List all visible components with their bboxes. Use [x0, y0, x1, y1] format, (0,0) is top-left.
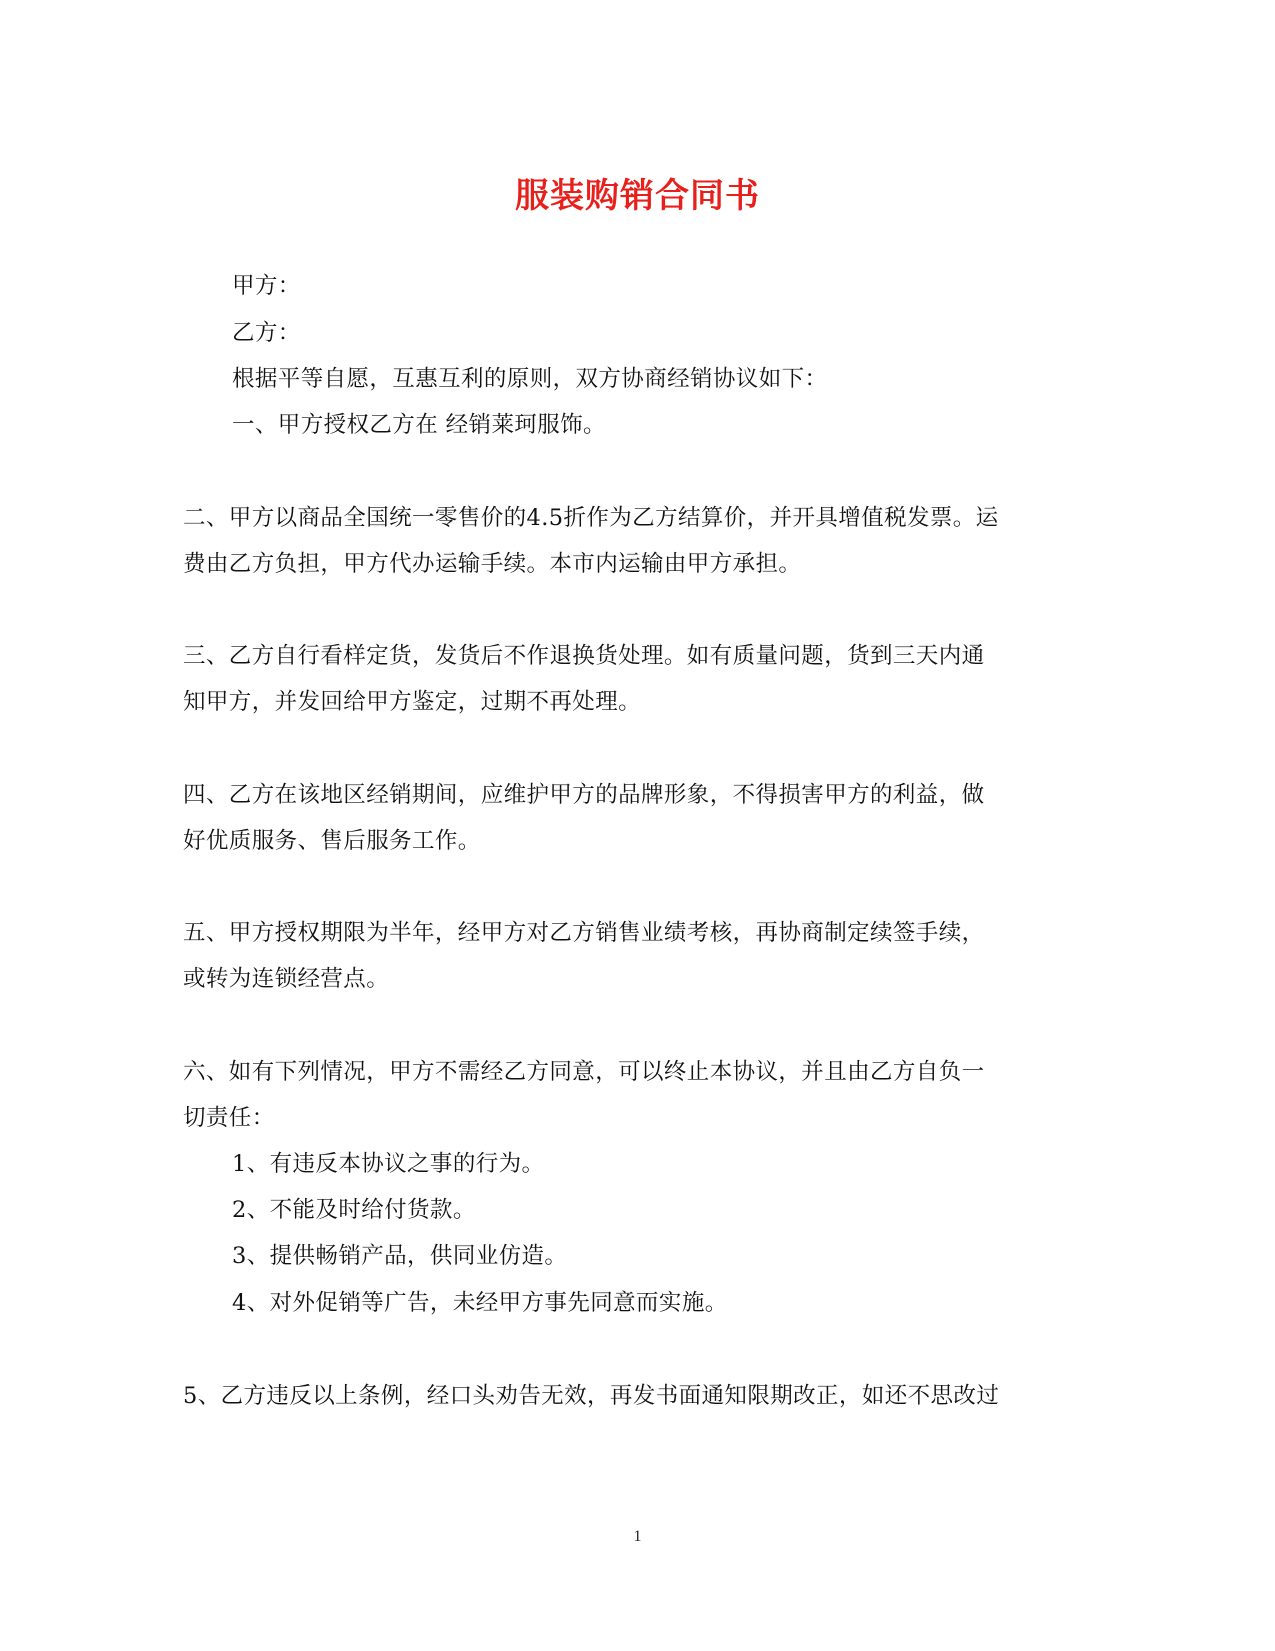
party-a-line: 甲方： — [232, 273, 301, 299]
page-number: 1 — [633, 1528, 642, 1545]
preamble-line: 根据平等自愿，互惠互利的原则，双方协商经销协议如下： — [232, 366, 828, 392]
clause-1-line: 一、甲方授权乙方在 经销莱珂服饰。 — [232, 412, 606, 438]
document-title: 服装购销合同书 — [515, 176, 760, 216]
list-item-2: 2、不能及时给付货款。 — [232, 1197, 476, 1223]
list-item-3: 3、提供畅销产品，供同业仿造。 — [232, 1243, 568, 1269]
clause-2-line-2: 费由乙方负担，甲方代办运输手续。本市内运输由甲方承担。 — [183, 551, 802, 577]
clause-4-line-1: 四、乙方在该地区经销期间，应维护甲方的品牌形象，不得损害甲方的利益，做 — [183, 782, 985, 808]
clause-4-line-2: 好优质服务、售后服务工作。 — [183, 828, 481, 854]
clause-5-line-2: 或转为连锁经营点。 — [183, 966, 390, 992]
clause-6-line-2: 切责任： — [183, 1105, 275, 1131]
list-item-1: 1、有违反本协议之事的行为。 — [232, 1151, 545, 1177]
clause-2-line-1: 二、甲方以商品全国统一零售价的4.5折作为乙方结算价，并开具增值税发票。运 — [183, 505, 999, 531]
clause-3-line-1: 三、乙方自行看样定货，发货后不作退换货处理。如有质量问题，货到三天内通 — [183, 643, 985, 669]
clause-3-line-2: 知甲方，并发回给甲方鉴定，过期不再处理。 — [183, 689, 642, 715]
clause-6-line-1: 六、如有下列情况，甲方不需经乙方同意，可以终止本协议，并且由乙方自负一 — [183, 1059, 985, 1085]
party-b-line: 乙方： — [232, 320, 301, 346]
clause-5-line-1: 五、甲方授权期限为半年，经甲方对乙方销售业绩考核，再协商制定续签手续， — [183, 920, 985, 946]
list-item-4: 4、对外促销等广告，未经甲方事先同意而实施。 — [232, 1290, 728, 1316]
list-item-5: 5、乙方违反以上条例，经口头劝告无效，再发书面通知限期改正，如还不思改过 — [183, 1383, 1000, 1409]
